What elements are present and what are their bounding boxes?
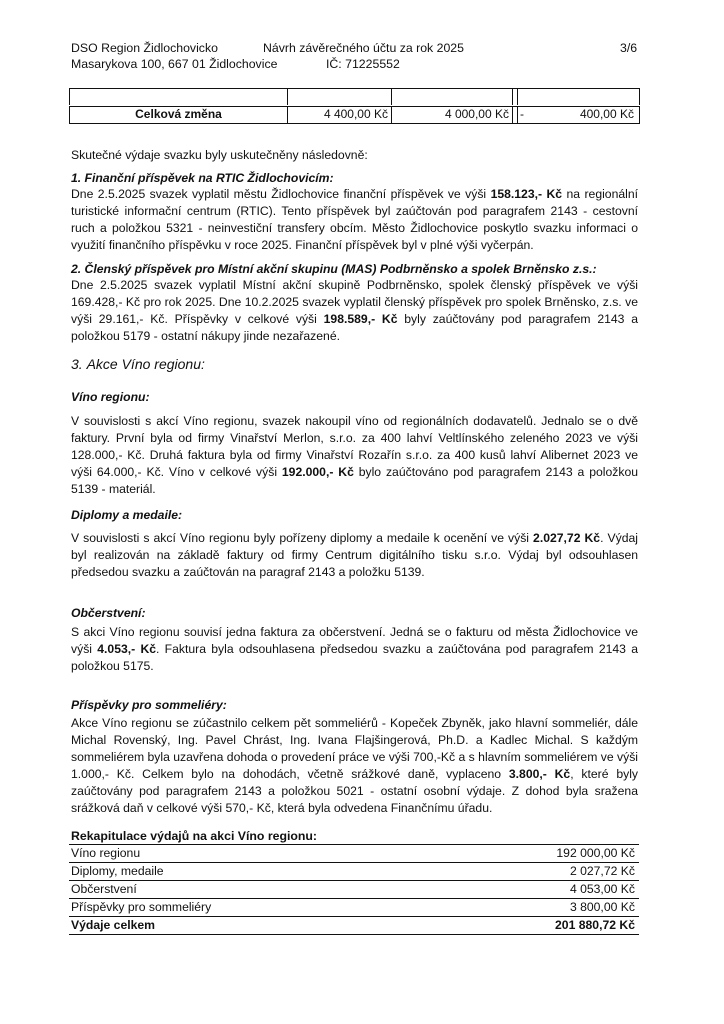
header-page-number: 3/6: [620, 41, 638, 55]
recap-row-label: Víno regionu: [71, 846, 141, 860]
item2-amount: 198.589,- Kč: [323, 312, 398, 326]
wine-paragraph: V souvislosti s akcí Víno regionu, svazek nakoupil víno od regionálních dodavatelů. Jednalo se o dvě faktury. První byla od firmy Vinařství Merlon, s.r.o. za 400 lahví Veltlínského zeleného 2023 ve výši 128.000,- Kč. Druhá faktura byla od firmy Vinařství Rozařín s.r.o. za 400 kusů lahví Alibernet 2023 ve výši 64.000,- Kč. Víno v celkové výši 192.000,- Kč bylo zaúčtováno pod paragrafem 2143 a položkou 5139 - materiál.: [71, 414, 638, 496]
recap-row: [69, 844, 639, 862]
summary-total-sign: -: [520, 107, 524, 121]
recap-row-value: 3 800,00 Kč: [569, 900, 635, 914]
sommeliers-paragraph: Akce Víno regionu se zúčastnilo celkem pět sommeliérů - Kopeček Zbyněk, jako hlavní sommeliér, dále Michal Rovenský, Ing. Pavel Chrást, Ing. Ivana Flajšingerová, Ph.D. a Kadlec Michal. S každým sommeliérem byla uzavřena dohoda o provedení práce ve výši 700,-Kč a s hlavním sommeliérem ve výši 1.000,- Kč. Celkem bylo na dohodách, včetně srážkové daně, vyplaceno 3.800,- Kč, které byly zaúčtovány pod paragrafem 2143 a položkou 5021 - ostatní osobní výdaje. Z dohod byla sražena srážková daň v celkové výši 570,- Kč, která byla odvedena Finančnímu úřadu.: [71, 716, 638, 815]
recap-row: [69, 898, 639, 916]
header-doc-title: Návrh závěrečného účtu za rok 2025: [263, 41, 464, 55]
header-address: Masarykova 100, 667 01 Židlochovice: [71, 57, 278, 71]
wine-heading: Víno regionu:: [71, 390, 150, 404]
summary-total-col1: 4 400,00 Kč: [323, 107, 388, 121]
diplomas-heading: Diplomy a medaile:: [71, 508, 183, 522]
recap-total-value: 201 880,72 Kč: [555, 918, 635, 932]
item1-heading: 1. Finanční příspěvek na RTIC Židlochovicím:: [71, 171, 334, 185]
diplomas-amount: 2.027,72 Kč: [533, 531, 601, 545]
item2-paragraph: Dne 2.5.2025 svazek vyplatil Místní akční skupině Podbrněnsko, spolek členský příspěvek ve výši 169.428,- Kč pro rok 2025. Dne 10.2.2025 svazek vyplatil členský příspěvek pro spolek Brněnsko, z.s. ve výši 29.161,- Kč. Příspěvky v celkové výši 198.589,- Kč byly zaúčtovány pod paragrafem 2143 a položkou 5179 - ostatní nákupy jinde nezařazené.: [71, 278, 639, 343]
item1-paragraph: Dne 2.5.2025 svazek vyplatil městu Židlochovice finanční příspěvek ve výši 158.123,- Kč na regionální turistické informační centrum (RTIC). Tento příspěvek byl zaúčtován pod paragrafem 2143 - cestovní ruch a položkou 5321 - neinvestiční transfery obcím. Město Židlochovice poskytlo svazku informaci o využití finančního příspěvku v roce 2025. Finanční příspěvek byl v plné výši vyčerpán.: [71, 187, 639, 252]
header-ico: IČ: 71225552: [326, 57, 400, 71]
recap-row: [69, 862, 639, 880]
refresh-heading: Občerstvení:: [71, 606, 146, 620]
summary-total-col3: 400,00 Kč: [579, 107, 634, 121]
item2-heading: 2. Členský příspěvek pro Místní akční skupinu (MAS) Podbrněnsko a spolek Brněnsko z.s.:: [71, 262, 597, 276]
recap-row-value: 4 053,00 Kč: [569, 882, 635, 896]
diplomas-paragraph: V souvislosti s akcí Víno regionu byly pořízeny diplomy a medaile k ocenění ve výši 2.027,72 Kč. Výdaj byl realizován na základě faktury od firmy Centrum digitálního tisku s.r.o. Výdaj byl odsouhlasen předsedou svazku a zaúčtován na paragraf 2143 a položku 5139.: [71, 531, 638, 579]
recap-row-value: 2 027,72 Kč: [569, 864, 635, 878]
recap-table: [69, 844, 639, 935]
refresh-paragraph: S akci Víno regionu souvisí jedna faktura za občerstvení. Jedná se o fakturu od města Židlochovice ve výši 4.053,- Kč. Faktura byla odsouhlasena předsedou svazku a zaúčtována pod paragrafem 2143 a položkou 5175.: [71, 625, 638, 673]
sommeliers-amount: 3.800,- Kč: [508, 767, 571, 781]
recap-row-label: Diplomy, medaile: [71, 864, 164, 878]
wine-amount: 192.000,- Kč: [281, 465, 354, 479]
recap-row-value: 192 000,00 Kč: [556, 846, 635, 860]
section3-heading: 3. Akce Víno regionu:: [71, 356, 205, 372]
recap-total-row: [69, 916, 639, 935]
recap-title: Rekapitulace výdajů na akci Víno regionu:: [71, 829, 318, 843]
header-org: DSO Region Židlochovicko: [71, 41, 218, 55]
sommeliers-heading: Příspěvky pro sommeliéry:: [71, 698, 227, 712]
intro-text: Skutečné výdaje svazku byly uskutečněny následovně:: [71, 148, 368, 162]
refresh-amount: 4.053,- Kč: [97, 642, 157, 656]
summary-total-label: Celková změna: [135, 107, 222, 121]
recap-total-label: Výdaje celkem: [71, 918, 156, 932]
summary-table: [69, 88, 640, 123]
summary-table-total-row: [69, 106, 640, 124]
item1-amount: 158.123,- Kč: [490, 187, 563, 201]
recap-row: [69, 880, 639, 898]
recap-row-label: Příspěvky pro sommeliéry: [71, 900, 212, 914]
recap-row-label: Občerstvení: [71, 882, 137, 896]
summary-table-empty-row: [69, 89, 640, 105]
summary-total-col2: 4 000,00 Kč: [444, 107, 509, 121]
